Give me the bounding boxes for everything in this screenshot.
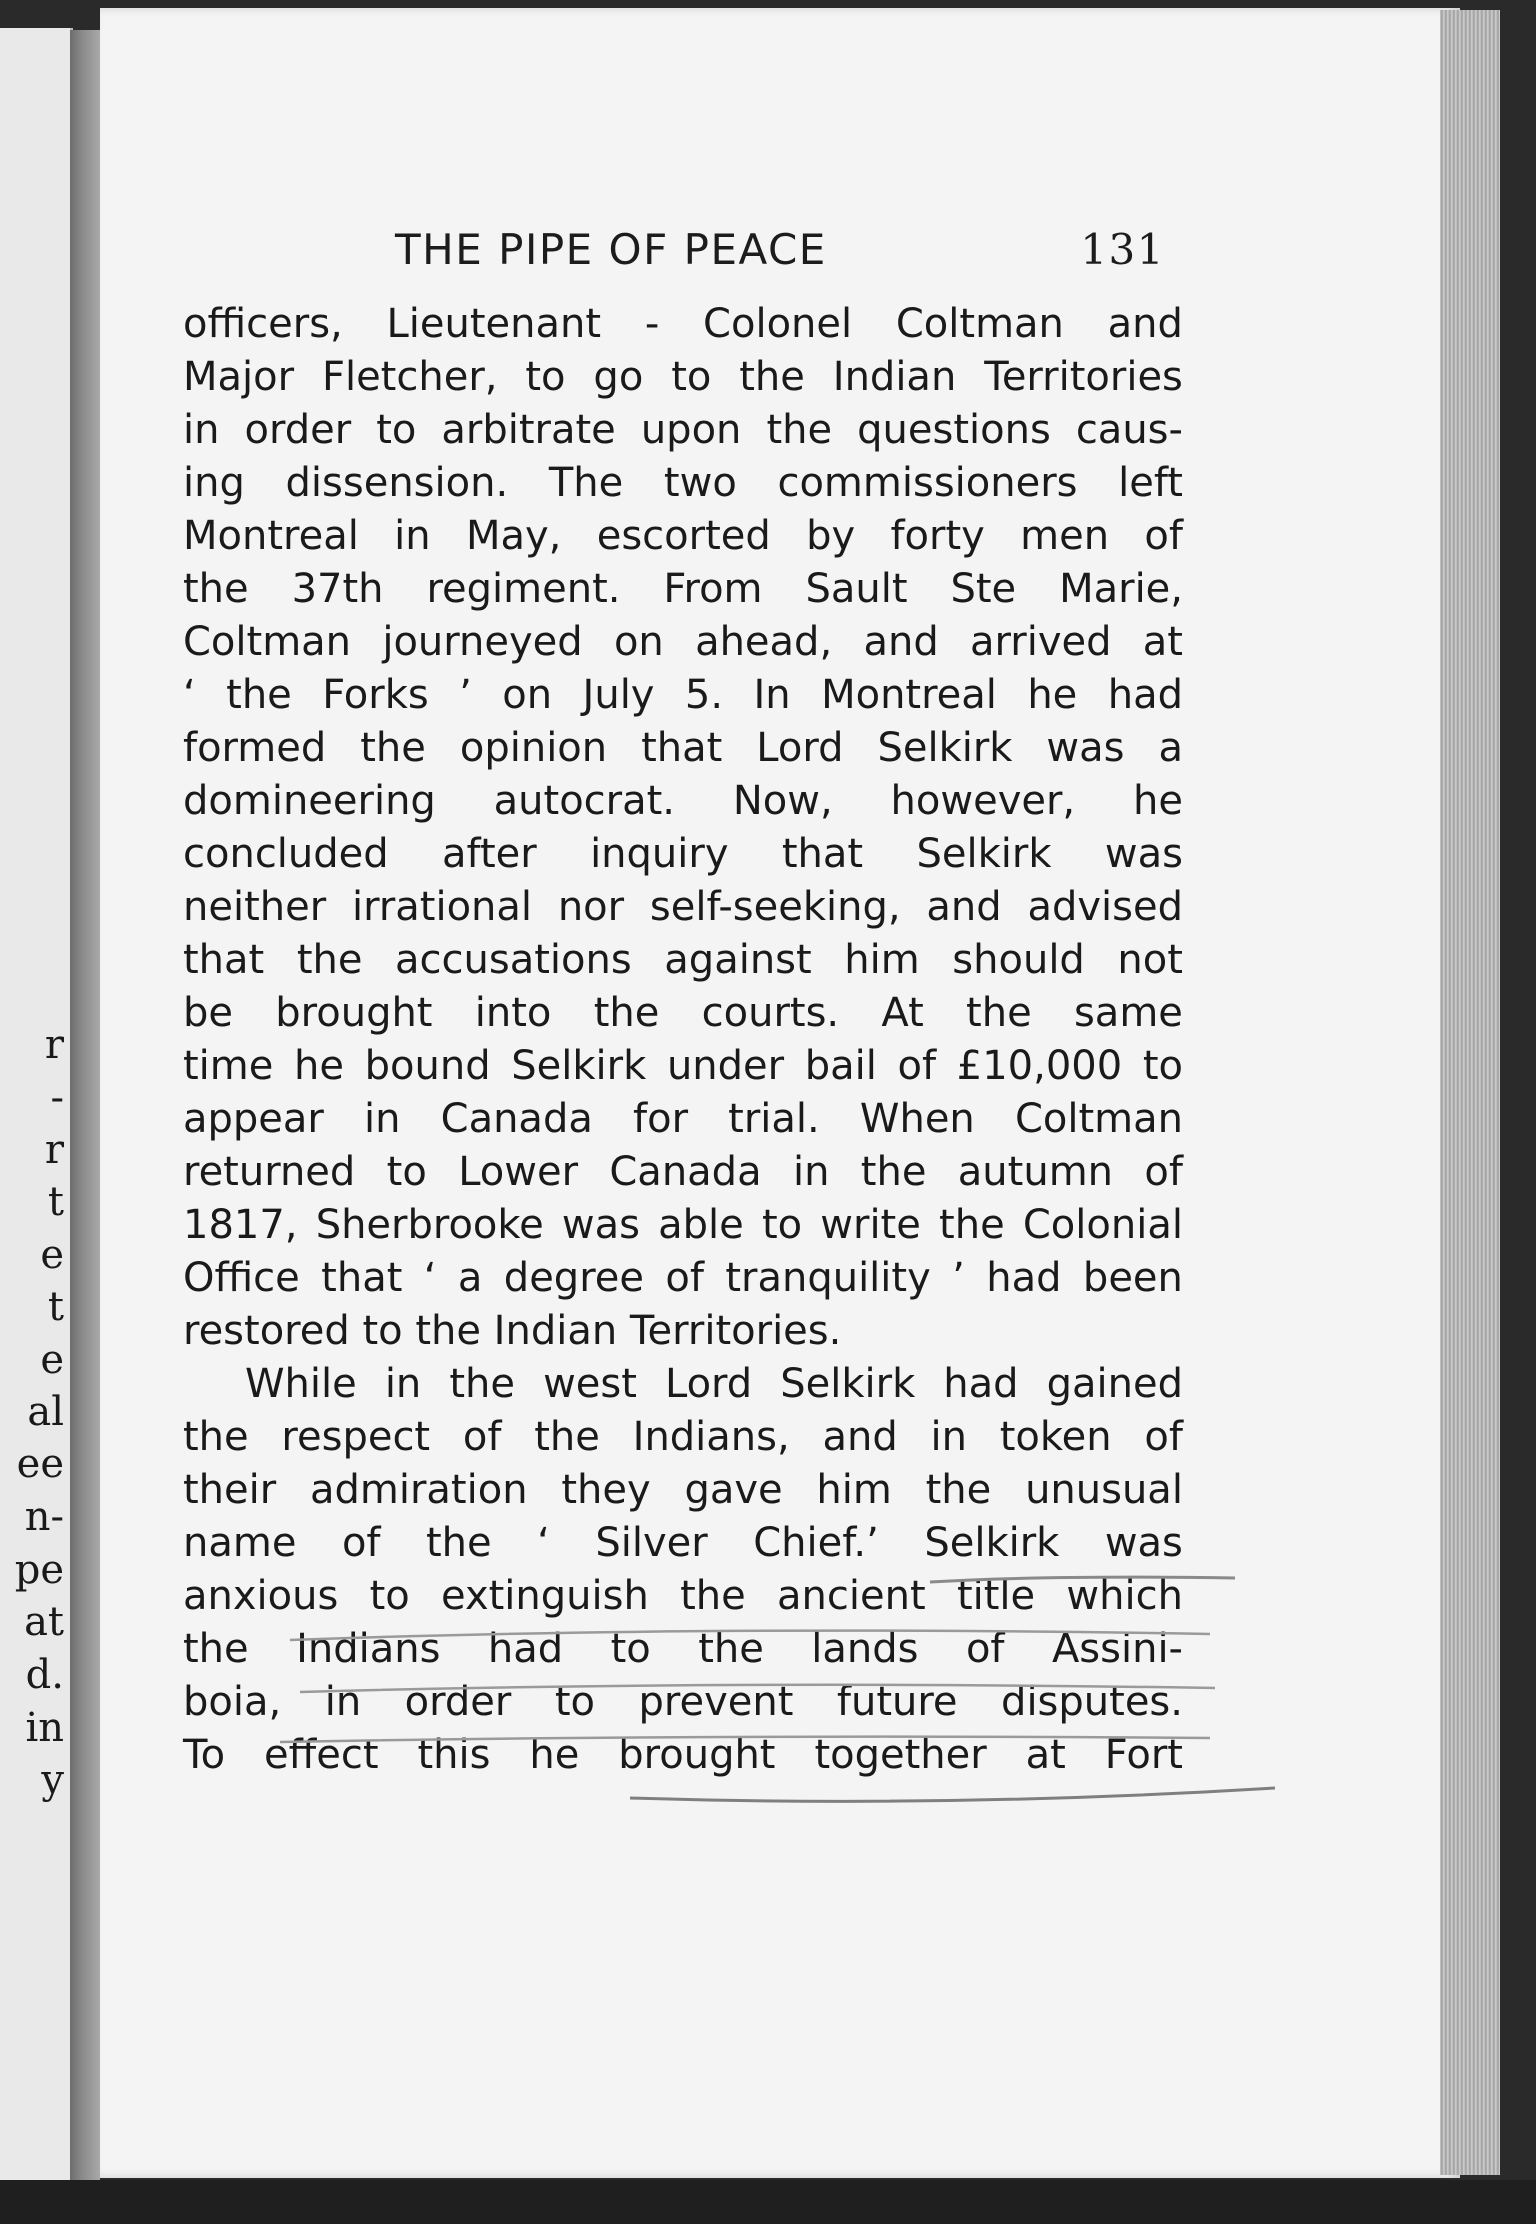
running-head-title: THE PIPE OF PEACE	[395, 225, 827, 274]
text-line: formed the opinion that Lord Selkirk was a	[183, 725, 1183, 771]
facing-page-text-fragment: ee	[16, 1441, 64, 1487]
facing-page-text-fragment: al	[27, 1389, 64, 1435]
facing-page-text-fragment: in	[25, 1705, 64, 1751]
text-line: ‘ the Forks ’ on July 5. In Montreal he had	[183, 672, 1183, 718]
book-gutter	[70, 30, 100, 2180]
facing-page-text-fragment: pe	[14, 1547, 64, 1593]
text-line: the Indians had to the lands of Assini-	[183, 1626, 1183, 1672]
facing-page-text-fragment: t	[47, 1284, 64, 1330]
text-line: their admiration they gave him the unusual	[183, 1467, 1183, 1513]
facing-page-text-fragment: t	[47, 1179, 64, 1225]
text-line: To effect this he brought together at Fort	[183, 1732, 1183, 1778]
facing-page-text-fragment: y	[41, 1757, 64, 1803]
facing-page-text-fragment: -	[50, 1075, 64, 1121]
text-line: Office that ‘ a degree of tranquility ’ had been	[183, 1255, 1183, 1301]
text-line: Montreal in May, escorted by forty men of	[183, 513, 1183, 559]
text-line: the 37th regiment. From Sault Ste Marie,	[183, 566, 1183, 612]
text-line: that the accusations against him should not	[183, 937, 1183, 983]
text-line: domineering autocrat. Now, however, he	[183, 778, 1183, 824]
body-text	[183, 298, 1183, 1782]
text-line: time he bound Selkirk under bail of £10,000 to	[183, 1043, 1183, 1089]
facing-page-text-fragment: e	[40, 1337, 64, 1383]
facing-page-text-fragment: d.	[25, 1652, 64, 1698]
scan-bottom-border	[0, 2180, 1536, 2224]
text-line: ing dissension. The two commissioners left	[183, 460, 1183, 506]
text-line: returned to Lower Canada in the autumn of	[183, 1149, 1183, 1195]
text-line: anxious to extinguish the ancient title which	[183, 1573, 1183, 1619]
text-line: restored to the Indian Territories.	[183, 1308, 842, 1354]
text-line: Major Fletcher, to go to the Indian Territories	[183, 354, 1183, 400]
facing-page-text-fragment: e	[40, 1232, 64, 1278]
text-line: While in the west Lord Selkirk had gained	[245, 1361, 1183, 1407]
text-line: 1817, Sherbrooke was able to write the Colonial	[183, 1202, 1183, 1248]
text-line: name of the ‘ Silver Chief.’ Selkirk was	[183, 1520, 1183, 1566]
page-number: 131	[1080, 225, 1165, 274]
facing-page-text-fragment: r	[44, 1022, 64, 1068]
text-line: in order to arbitrate upon the questions caus-	[183, 407, 1183, 453]
text-line: officers, Lieutenant - Colonel Coltman and	[183, 301, 1183, 347]
page-stack-edge	[1440, 10, 1500, 2175]
text-line: be brought into the courts. At the same	[183, 990, 1183, 1036]
text-line: appear in Canada for trial. When Coltman	[183, 1096, 1183, 1142]
text-line: Coltman journeyed on ahead, and arrived at	[183, 619, 1183, 665]
facing-page-text-fragment: at	[24, 1599, 64, 1645]
facing-page-text-fragment: r	[44, 1127, 64, 1173]
text-line: concluded after inquiry that Selkirk was	[183, 831, 1183, 877]
facing-page-text-fragment: n-	[24, 1494, 64, 1540]
text-line: the respect of the Indians, and in token of	[183, 1414, 1183, 1460]
running-head	[395, 225, 1175, 285]
facing-page-edge	[0, 28, 73, 2183]
text-line: boia, in order to prevent future disputes.	[183, 1679, 1183, 1725]
text-line: neither irrational nor self-seeking, and advised	[183, 884, 1183, 930]
